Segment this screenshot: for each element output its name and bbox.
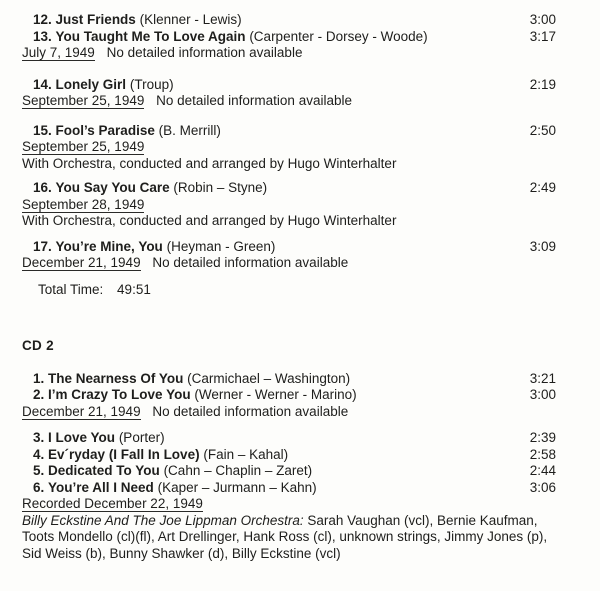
track-number: 5. [33, 463, 45, 478]
orchestra-name: Billy Eckstine And The Joe Lippman Orchestra: [22, 512, 304, 528]
track-time: 2:58 [529, 446, 556, 462]
session-note: No detailed information available [152, 403, 349, 419]
session-note: No detailed information available [152, 255, 349, 270]
session-block [22, 180, 556, 230]
session-note: No detailed information available [156, 93, 352, 108]
track-number: 2. [33, 387, 45, 402]
track-title: You Taught Me To Love Again [55, 28, 246, 44]
track-number: 1. [33, 370, 45, 386]
track-row [22, 12, 556, 29]
cd2-header: CD 2 [22, 338, 54, 353]
track-time: 3:06 [529, 479, 556, 495]
track-heading [33, 430, 522, 447]
track-composers: (Klenner - Lewis) [139, 12, 242, 27]
session-block [22, 77, 556, 110]
session-date: December 21, 1949 [22, 255, 141, 270]
track-time: 2:50 [529, 122, 556, 138]
track-number: 15. [33, 122, 52, 138]
track-row [22, 480, 556, 497]
session-block [22, 239, 556, 272]
track-time: 3:09 [529, 238, 556, 254]
track-number: 6. [33, 479, 45, 495]
track-heading [33, 123, 522, 140]
track-number: 4. [33, 446, 45, 462]
track-composers: (Robin – Styne) [173, 180, 268, 195]
track-time: 3:21 [529, 370, 556, 386]
personnel-line-1 [22, 513, 556, 530]
track-heading [33, 371, 522, 388]
session-info-line [22, 197, 556, 214]
total-time-line [22, 282, 556, 299]
session-date: December 21, 1949 [22, 403, 141, 419]
track-row [22, 387, 556, 404]
track-row [22, 29, 556, 46]
track-composers: (Porter) [118, 430, 165, 445]
track-heading [33, 480, 522, 497]
track-composers: (Fain – Kahal) [203, 446, 289, 462]
track-row [22, 371, 556, 388]
session-info-line [22, 93, 556, 110]
session-date: July 7, 1949 [22, 45, 95, 60]
track-heading [33, 29, 522, 46]
track-row [22, 447, 556, 464]
track-heading [33, 77, 522, 94]
track-heading [33, 447, 522, 464]
session-date: September 28, 1949 [22, 196, 145, 212]
track-heading [33, 239, 522, 256]
track-title: You Say You Care [55, 180, 170, 195]
personnel-line-3: Sid Weiss (b), Bunny Shawker (d), Billy Eckstine (vcl) [22, 545, 341, 561]
session-date: September 25, 1949 [22, 139, 145, 154]
track-title: Just Friends [55, 12, 136, 27]
total-time-label: Total Time: [38, 281, 104, 297]
session-date: September 25, 1949 [22, 93, 145, 108]
track-composers: (Werner - Werner - Marino) [194, 387, 357, 402]
recorded-date: Recorded December 22, 1949 [22, 496, 203, 511]
track-title: Dedicated To You [48, 463, 160, 478]
track-number: 14. [33, 76, 52, 92]
session-block [22, 430, 556, 562]
track-row [22, 430, 556, 447]
track-title: I’m Crazy To Love You [48, 387, 191, 402]
track-heading [33, 463, 522, 480]
track-time: 3:17 [529, 28, 556, 44]
track-row [22, 239, 556, 256]
track-number: 16. [33, 180, 52, 195]
track-time: 3:00 [529, 12, 556, 27]
track-row [22, 463, 556, 480]
track-heading [33, 387, 522, 404]
session-block [22, 12, 556, 62]
orchestra-note: With Orchestra, conducted and arranged by Hugo Winterhalter [22, 213, 397, 228]
track-row [22, 77, 556, 94]
session-block [22, 371, 556, 421]
session-block [22, 123, 556, 173]
track-heading [33, 180, 522, 197]
orchestra-note: With Orchestra, conducted and arranged by Hugo Winterhalter [22, 155, 397, 171]
session-note: No detailed information available [106, 45, 303, 60]
track-title: You’re All I Need [48, 479, 154, 495]
track-composers: (B. Merrill) [158, 122, 221, 138]
track-composers: (Carmichael – Washington) [187, 370, 351, 386]
track-title: Lonely Girl [55, 76, 127, 92]
session-info-line [22, 139, 556, 156]
track-heading [33, 12, 522, 29]
track-time: 2:19 [529, 76, 556, 92]
session-info-line [22, 45, 556, 62]
track-number: 13. [33, 28, 52, 44]
session-info-line [22, 404, 556, 421]
session-info-line [22, 255, 556, 272]
total-time-value: 49:51 [117, 281, 151, 297]
track-time: 2:39 [529, 430, 556, 445]
track-composers: (Cahn – Chaplin – Zaret) [163, 463, 313, 478]
track-time: 2:49 [529, 180, 556, 195]
track-row [22, 123, 556, 140]
personnel-line-2: Toots Mondello (cl)(fl), Art Drellinger, Hank Ross (cl), unknown strings, Jimmy Jones (p), [22, 529, 548, 544]
track-row [22, 180, 556, 197]
track-number: 12. [33, 12, 52, 27]
track-composers: (Heyman - Green) [166, 238, 276, 254]
track-composers: (Kaper – Jurmann – Kahn) [157, 479, 317, 495]
track-time: 2:44 [529, 463, 556, 478]
track-composers: (Troup) [129, 76, 174, 92]
track-title: Ev´ryday (I Fall In Love) [48, 446, 200, 462]
track-title: The Nearness Of You [48, 370, 184, 386]
track-composers: (Carpenter - Dorsey - Woode) [249, 28, 428, 44]
track-title: Fool’s Paradise [55, 122, 155, 138]
personnel-text: Sarah Vaughan (vcl), Bernie Kaufman, [307, 512, 538, 528]
track-number: 17. [33, 238, 52, 254]
track-title: I Love You [48, 430, 116, 445]
track-number: 3. [33, 430, 45, 445]
recorded-line [22, 496, 556, 513]
track-time: 3:00 [529, 387, 556, 402]
track-title: You’re Mine, You [55, 238, 163, 254]
